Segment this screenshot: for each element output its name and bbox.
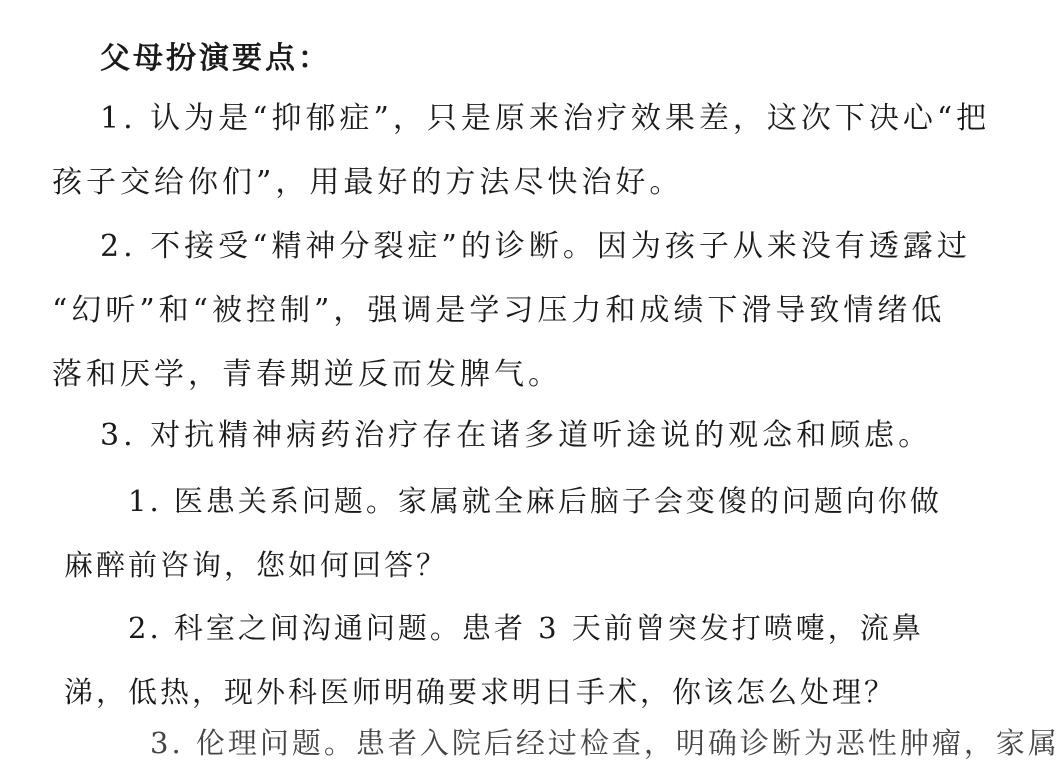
item-1-line-2: 孩子交给你们”，用最好的方法尽快治好。 [52, 165, 684, 200]
item-2-line-2: “幻听”和“被控制”，强调是学习压力和成绩下滑导致情绪低 [52, 293, 946, 328]
item-3-line-1: 3. 对抗精神病药治疗存在诸多道听途说的观念和顾虑。 [100, 418, 933, 453]
item-1-line-1: 1. 认为是“抑郁症”，只是原来治疗效果差，这次下决心“把 [100, 101, 991, 136]
question-2-line-1: 2. 科室之间沟通问题。患者 3 天前曾突发打喷嚏，流鼻 [128, 611, 924, 645]
question-1-line-2: 麻醉前咨询，您如何回答？ [64, 548, 449, 582]
section-heading: 父母扮演要点： [100, 41, 331, 76]
item-2-line-3: 落和厌学，青春期逆反而发脾气。 [52, 357, 562, 392]
question-3-partial-line: 3. 伦理问题。患者入院后经过检查，明确诊断为恶性肿瘤，家属 [150, 726, 1060, 760]
question-1-line-1: 1. 医患关系问题。家属就全麻后脑子会变傻的问题向你做 [128, 484, 942, 518]
item-2-line-1: 2. 不接受“精神分裂症”的诊断。因为孩子从来没有透露过 [100, 229, 971, 264]
question-2-line-2: 涕，低热，现外科医师明确要求明日手术，你该怎么处理？ [64, 675, 897, 709]
